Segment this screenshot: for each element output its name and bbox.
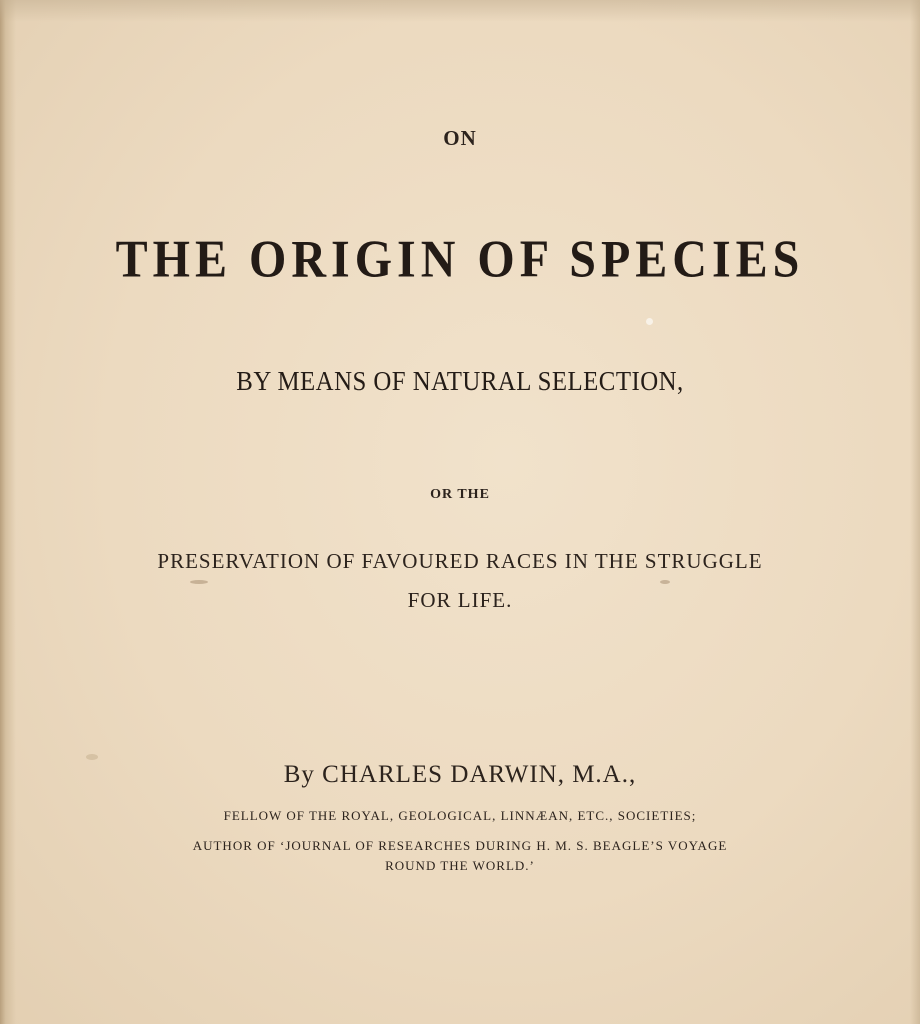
author-name: By CHARLES DARWIN, M.A., [283, 761, 637, 788]
book-subtitle: BY MEANS OF NATURAL SELECTION, [236, 366, 684, 396]
faded-stamp [356, 44, 596, 70]
author-credentials-line-1: FELLOW OF THE ROYAL, GEOLOGICAL, LINNÆAN, ETC., SOCIETIES; [223, 808, 697, 823]
paper-blemish [190, 580, 208, 584]
preposition-on: ON [443, 126, 477, 150]
conjunction-or-the: OR THE [430, 487, 490, 502]
page-top-shade [0, 0, 920, 22]
alternate-title-line-2: FOR LIFE. [407, 588, 513, 612]
book-title: THE ORIGIN OF SPECIES [115, 230, 805, 289]
paper-blemish [660, 580, 670, 584]
author-credentials-line-2: AUTHOR OF ‘JOURNAL OF RESEARCHES DURING H. M. S. BEAGLE’S VOYAGE [192, 838, 728, 853]
paper-blemish [86, 754, 98, 760]
author-credentials-line-3: ROUND THE WORLD.’ [385, 858, 535, 873]
alternate-title-line-1: PRESERVATION OF FAVOURED RACES IN THE STRUGGLE [157, 549, 763, 573]
paper-blemish [646, 318, 653, 325]
